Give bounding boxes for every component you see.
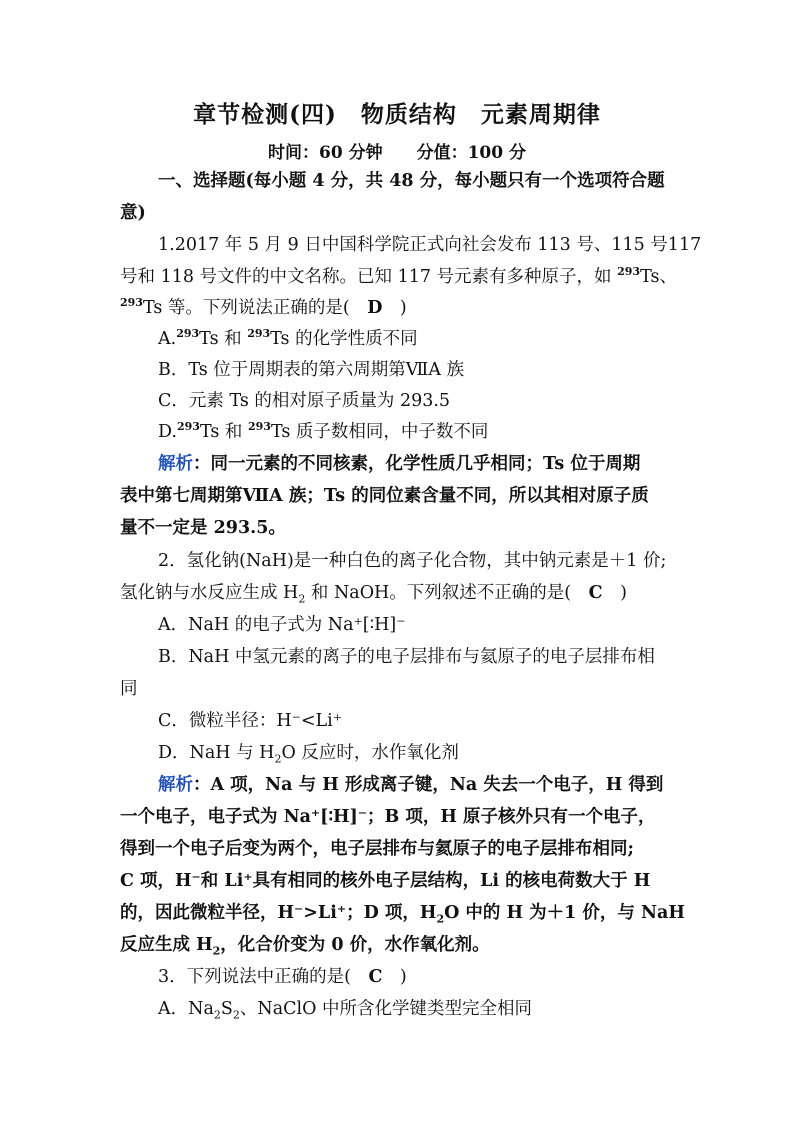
q1-analysis-line2: 表中第七周期第ⅦA 族；Ts 的同位素含量不同，所以其相对原子质 [120, 486, 649, 506]
q2-analysis-line6: 反应生成 $H_2$，化合价变为 0 价，水作氧化剂。 [120, 935, 490, 958]
q2-analysis-line2: 一个电子，电子式为 Na⁺[∶H]⁻；B 项，H 原子核外只有一个电子， [120, 807, 656, 827]
q2-stem-line2: 氢化钠与水反应生成 $H_2$ 和 NaOH。下列叙述不正确的是( C ) [120, 583, 627, 606]
q1-option-d: D.$^{293}$Ts 和 $^{293}$Ts 质子数相同，中子数不同 [158, 420, 489, 442]
q2-option-a: A．NaH 的电子式为 Na⁺[∶H]⁻ [158, 615, 406, 635]
q1-option-b: B．Ts 位于周期表的第六周期第ⅦA 族 [158, 360, 465, 380]
q1-analysis-line3: 量不一定是 293.5。 [120, 518, 286, 538]
analysis-label: 解析 [158, 454, 193, 474]
q2-option-b-line2: 同 [120, 679, 138, 699]
q2-option-c: C．微粒半径：H⁻<Li⁺ [158, 711, 343, 731]
q2-answer: C [588, 583, 603, 603]
q1-stem-line1: 1.2017 年 5 月 9 日中国科学院正式向社会发布 113 号、115 号117 [158, 235, 702, 255]
q3-stem: 3．下列说法中正确的是( C ) [158, 967, 407, 987]
page-title: 章节检测(四) 物质结构 元素周期律 [193, 101, 601, 128]
q2-analysis-line3: 得到一个电子后变为两个，电子层排布与氦原子的电子层排布相同; [120, 839, 634, 859]
q2-analysis-line4: C 项，H⁻和 Li⁺具有相同的核外电子层结构，Li 的核电荷数大于 H [120, 871, 651, 891]
exam-meta: 时间：60 分钟 分值：100 分 [268, 143, 526, 163]
q3-answer: C [368, 967, 383, 987]
q1-option-c: C．元素 Ts 的相对原子质量为 293.5 [158, 391, 451, 411]
q2-option-b-line1: B．NaH 中氢元素的离子的电子层排布与氦原子的电子层排布相 [158, 647, 655, 667]
mass-number: 293 [120, 296, 143, 310]
analysis-label: 解析 [158, 775, 193, 795]
section-heading: 一、选择题(每小题 4 分，共 48 分，每小题只有一个选项符合题 [158, 171, 665, 191]
q1-stem-line3: $^{293}$Ts 等。下列说法正确的是( D ) [120, 296, 407, 318]
q1-option-a: A.$^{293}$Ts 和 $^{293}$Ts 的化学性质不同 [158, 327, 418, 349]
q1-analysis-line1: 解析：同一元素的不同核素，化学性质几乎相同；Ts 位于周期 [158, 454, 641, 474]
mass-number: 293 [617, 265, 641, 279]
q2-stem-line1: 2．氢化钠(NaH)是一种白色的离子化合物，其中钠元素是＋1 价; [158, 551, 667, 571]
q2-analysis-line5: 的，因此微粒半径，H⁻>Li⁺；D 项，$H_2O$ 中的 H 为＋1 价，与 NaH [120, 903, 685, 926]
q2-option-d: D．NaH 与 $H_2O$ 反应时，水作氧化剂 [158, 743, 459, 766]
q3-option-a: A．$Na_2S_2$、NaClO 中所含化学键类型完全相同 [158, 999, 533, 1022]
q2-analysis-line1: 解析：A 项，Na 与 H 形成离子键，Na 失去一个电子，H 得到 [158, 775, 664, 795]
section-heading-cont: 意) [120, 203, 146, 223]
q1-stem-line2: 号和 118 号文件的中文名称。已知 117 号元素有多种原子，如 $^{293}$Ts、 [120, 265, 677, 287]
q1-answer: D [367, 298, 383, 318]
